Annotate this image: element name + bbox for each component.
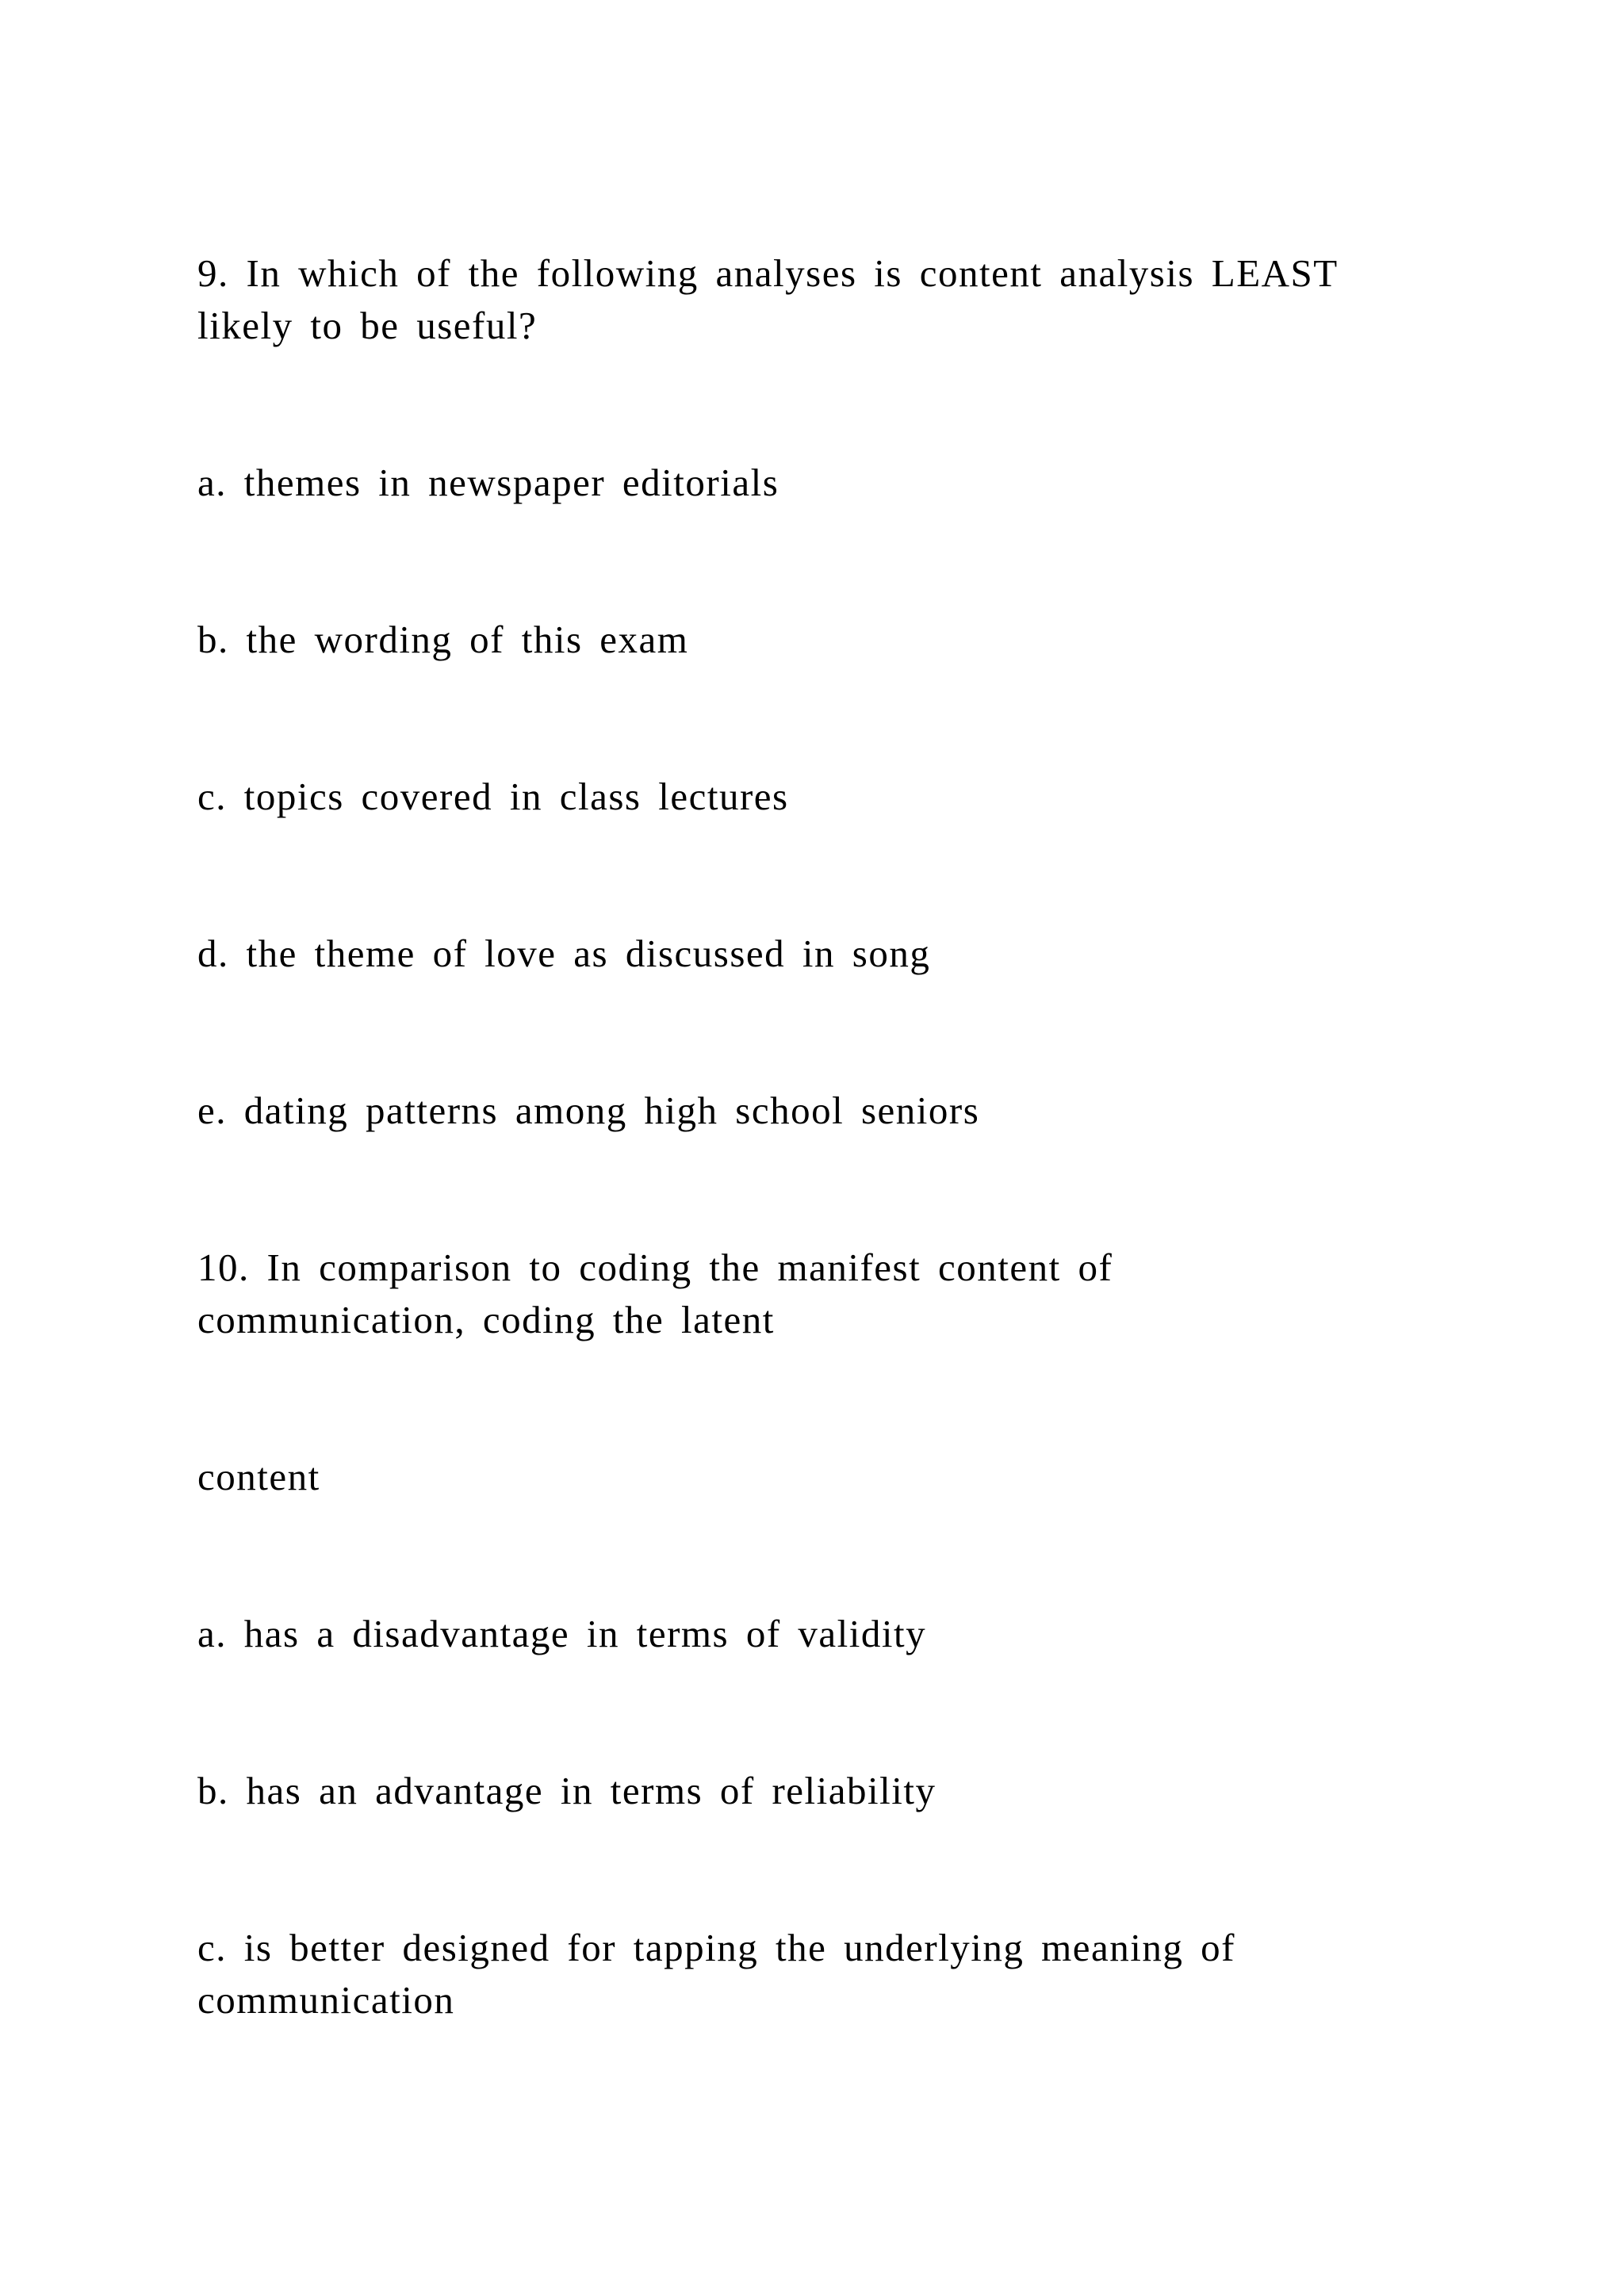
question-9-option-a: a. themes in newspaper editorials	[197, 461, 779, 504]
question-9-option-b: b. the wording of this exam	[197, 618, 689, 661]
question-10-stem-line-1: 10. In comparison to coding the manifest content of	[197, 1246, 1113, 1289]
question-9-stem-line-1: 9. In which of the following analyses is content analysis LEAST	[197, 251, 1339, 295]
question-10-option-b: b. has an advantage in terms of reliability	[197, 1769, 936, 1812]
question-10-option-c-line-1: c. is better designed for tapping the underlying meaning of	[197, 1926, 1235, 1969]
question-9-option-c: c. topics covered in class lectures	[197, 775, 789, 818]
question-10-option-a: a. has a disadvantage in terms of validity	[197, 1612, 927, 1655]
question-10-stem-line-2: communication, coding the latent	[197, 1298, 775, 1341]
question-9-stem-line-2: likely to be useful?	[197, 304, 538, 347]
question-10-option-c-line-2: communication	[197, 1978, 455, 2022]
question-9-option-e: e. dating patterns among high school seniors	[197, 1089, 980, 1132]
question-10-stem-line-3: content	[197, 1455, 320, 1498]
question-9-option-d: d. the theme of love as discussed in song	[197, 932, 931, 975]
